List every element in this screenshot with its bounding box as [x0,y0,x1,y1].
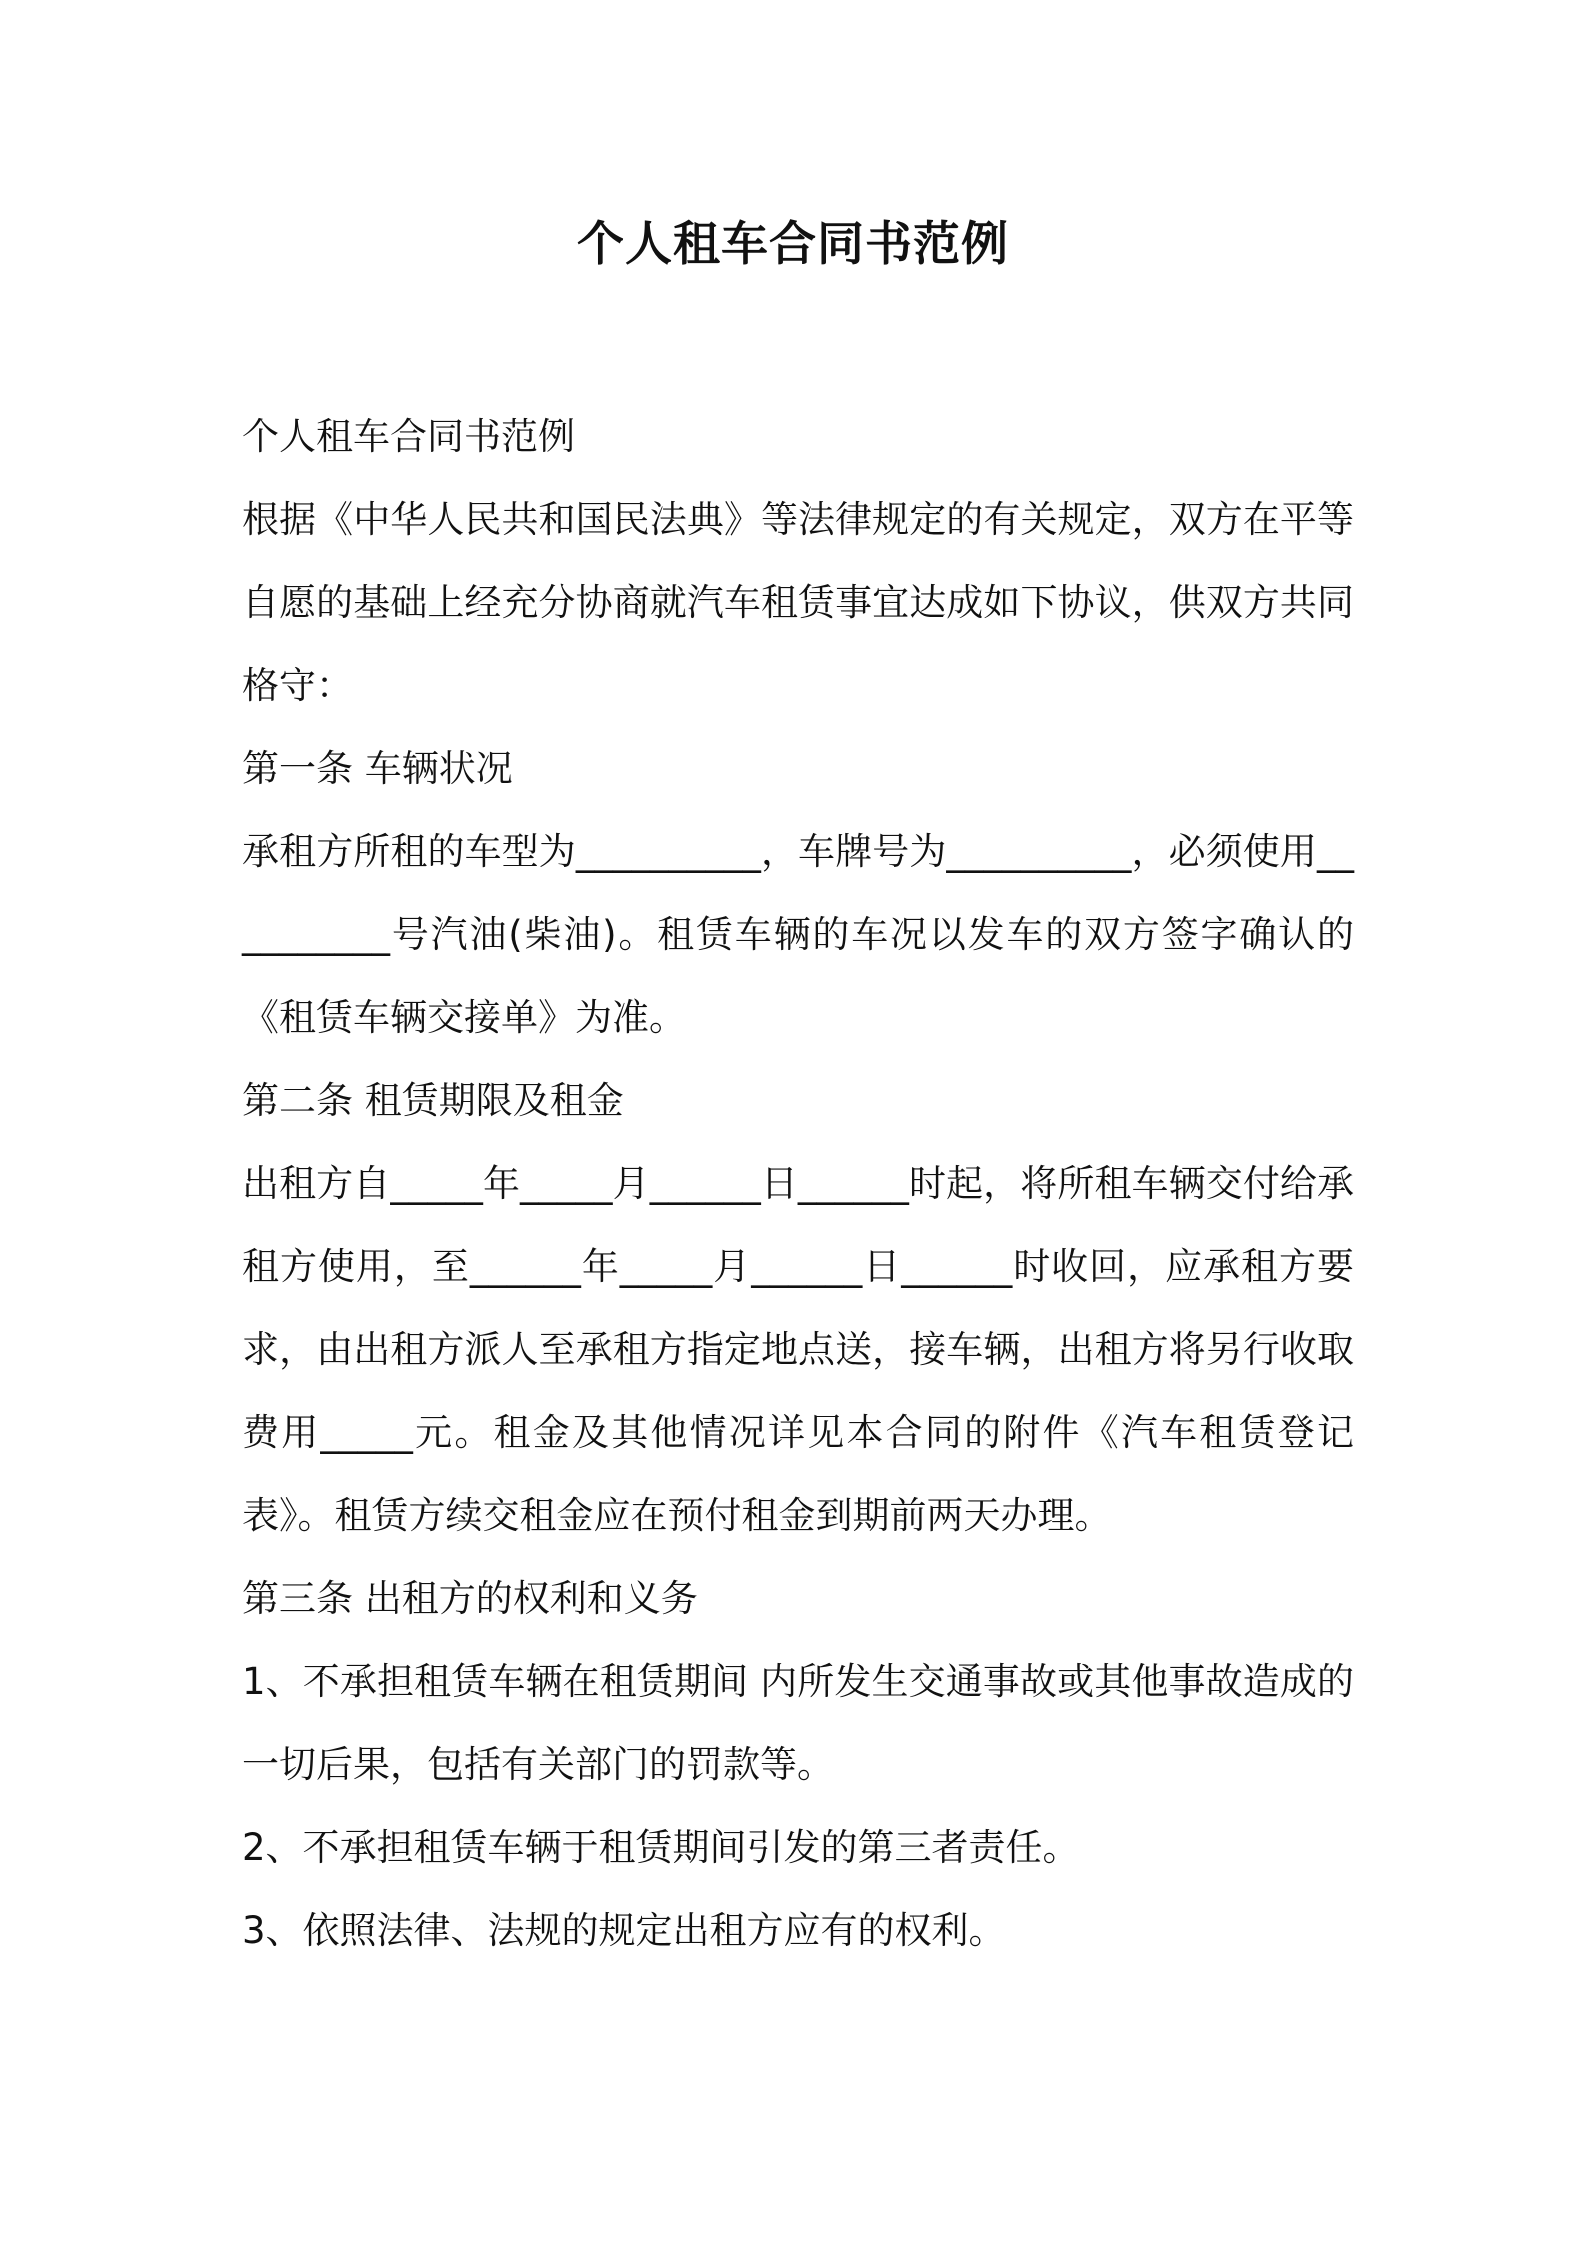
article-1-heading: 第一条 车辆状况 [242,747,513,790]
article-3-item-3: 3、依照法律、法规的规定出租方应有的权利。 [242,1909,1006,1952]
article-2-heading: 第二条 租赁期限及租金 [242,1079,624,1122]
article-1-body: 承租方所租的车型为__________，车牌号为__________，必须使用__________号汽油(柴油)。租赁车辆的车况以发车的双方签字确认的《租赁车辆交接单》为准。 [242,830,1354,1039]
article-2-body: 出租方自_____年_____月______日______时起，将所租车辆交付给承租方使用，至______年_____月______日______时收回，应承租方要求，由出租方派人至承租方指定地点送，接车辆，出租方将另行收取费用_____元。租金及其他情况详见本合同的附件《汽车租赁登记表》。租赁方续交租金应在预付租金到期前两天办理。 [242,1162,1354,1537]
subtitle-paragraph: 个人租车合同书范例 [242,415,575,458]
preamble-paragraph: 根据《中华人民共和国民法典》等法律规定的有关规定，双方在平等自愿的基础上经充分协商就汽车租赁事宜达成如下协议，供双方共同格守： [242,498,1354,707]
article-3-item-1: 1、不承担租赁车辆在租赁期间 内所发生交通事故或其他事故造成的一切后果，包括有关部门的罚款等。 [242,1660,1354,1786]
document-title: 个人租车合同书范例 [577,217,1009,272]
document-body [242,395,1354,1972]
article-3-item-2: 2、不承担租赁车辆于租赁期间引发的第三者责任。 [242,1826,1080,1869]
article-3-heading: 第三条 出租方的权利和义务 [242,1577,698,1620]
